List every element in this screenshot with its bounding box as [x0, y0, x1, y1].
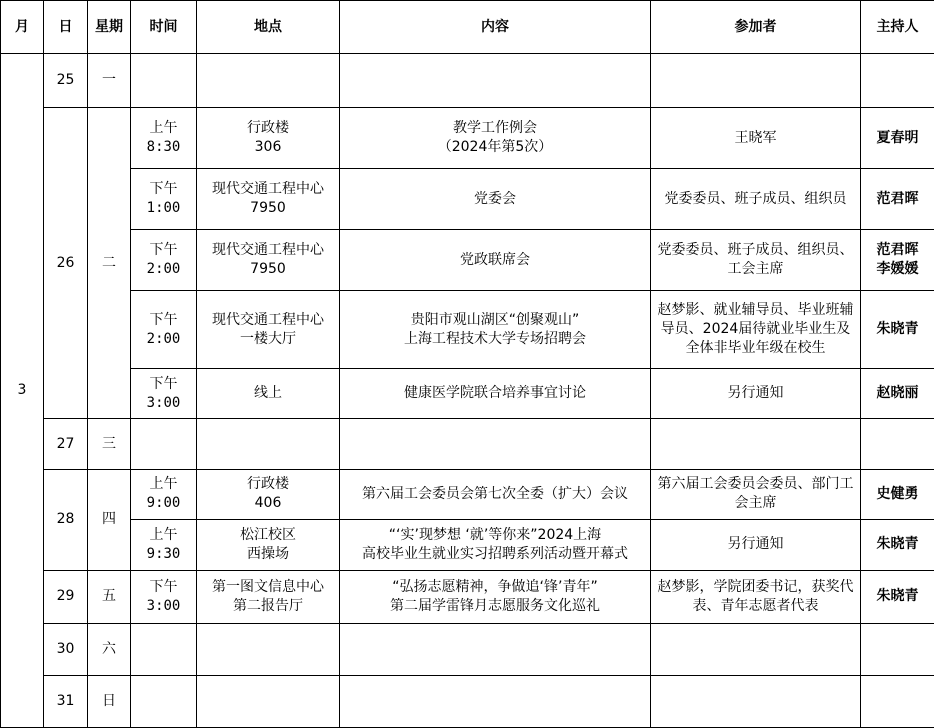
time-cell: 上午 9:00 [131, 469, 197, 519]
attendees-cell: 另行通知 [651, 369, 861, 419]
host-cell: 朱晓青 [861, 570, 934, 623]
host-cell: 赵晓丽 [861, 369, 934, 419]
host-cell: 范君晖 [861, 169, 934, 230]
host-cell: 朱晓青 [861, 519, 934, 570]
time-cell [131, 623, 197, 675]
day-cell: 25 [44, 54, 88, 108]
content-cell [340, 419, 651, 469]
day-cell: 28 [44, 469, 88, 570]
content-cell [340, 623, 651, 675]
content-cell: 健康医学院联合培养事宜讨论 [340, 369, 651, 419]
attendees-cell: 党委委员、班子成员、组织员、工会主席 [651, 230, 861, 291]
attendees-cell [651, 54, 861, 108]
attendees-cell [651, 623, 861, 675]
header-content: 内容 [340, 1, 651, 54]
content-cell: 党委会 [340, 169, 651, 230]
attendees-cell: 赵梦影，学院团委书记，获奖代表、青年志愿者代表 [651, 570, 861, 623]
content-cell [340, 54, 651, 108]
time-cell: 下午 2:00 [131, 291, 197, 369]
weekday-cell: 五 [88, 570, 131, 623]
table-row [1, 675, 934, 727]
table-row [1, 519, 934, 570]
day-cell: 29 [44, 570, 88, 623]
place-cell: 现代交通工程中心 7950 [197, 169, 340, 230]
time-cell [131, 675, 197, 727]
host-cell [861, 54, 934, 108]
table-row [1, 169, 934, 230]
content-cell: 贵阳市观山湖区“创聚观山” 上海工程技术大学专场招聘会 [340, 291, 651, 369]
header-place: 地点 [197, 1, 340, 54]
host-cell [861, 675, 934, 727]
place-cell: 现代交通工程中心 7950 [197, 230, 340, 291]
header-attendees: 参加者 [651, 1, 861, 54]
table-row [1, 419, 934, 469]
day-cell: 26 [44, 108, 88, 419]
host-cell: 史健勇 [861, 469, 934, 519]
table-row [1, 291, 934, 369]
time-cell: 下午 3:00 [131, 369, 197, 419]
table-row [1, 623, 934, 675]
attendees-cell: 另行通知 [651, 519, 861, 570]
attendees-cell: 赵梦影、就业辅导员、毕业班辅导员、2024届待就业毕业生及全体非毕业年级在校生 [651, 291, 861, 369]
table-row [1, 54, 934, 108]
host-cell [861, 419, 934, 469]
place-cell [197, 419, 340, 469]
weekday-cell: 日 [88, 675, 131, 727]
place-cell [197, 675, 340, 727]
content-cell: “‘实’现梦想 ‘就’等你来”2024上海 高校毕业生就业实习招聘系列活动暨开幕式 [340, 519, 651, 570]
attendees-cell: 党委委员、班子成员、组织员 [651, 169, 861, 230]
host-cell: 范君晖 李媛媛 [861, 230, 934, 291]
table-row [1, 570, 934, 623]
table-row [1, 230, 934, 291]
attendees-cell: 王晓军 [651, 108, 861, 169]
time-cell: 下午 3:00 [131, 570, 197, 623]
attendees-cell [651, 419, 861, 469]
time-cell: 下午 1:00 [131, 169, 197, 230]
host-cell [861, 623, 934, 675]
table-row [1, 369, 934, 419]
weekday-cell: 六 [88, 623, 131, 675]
header-day: 日 [44, 1, 88, 54]
content-cell: 第六届工会委员会第七次全委（扩大）会议 [340, 469, 651, 519]
time-cell: 下午 2:00 [131, 230, 197, 291]
month-cell: 3 [1, 54, 44, 728]
place-cell: 松江校区 西操场 [197, 519, 340, 570]
header-weekday: 星期 [88, 1, 131, 54]
weekday-cell: 三 [88, 419, 131, 469]
weekday-cell: 四 [88, 469, 131, 570]
time-cell: 上午 8:30 [131, 108, 197, 169]
attendees-cell: 第六届工会委员会委员、部门工会主席 [651, 469, 861, 519]
attendees-cell [651, 675, 861, 727]
content-cell: 教学工作例会 （2024年第5次） [340, 108, 651, 169]
time-cell: 上午 9:30 [131, 519, 197, 570]
place-cell: 第一图文信息中心 第二报告厅 [197, 570, 340, 623]
content-cell [340, 675, 651, 727]
place-cell: 现代交通工程中心 一楼大厅 [197, 291, 340, 369]
place-cell: 线上 [197, 369, 340, 419]
weekday-cell: 二 [88, 108, 131, 419]
day-cell: 27 [44, 419, 88, 469]
host-cell: 朱晓青 [861, 291, 934, 369]
content-cell: “弘扬志愿精神，争做追‘锋’青年” 第二届学雷锋月志愿服务文化巡礼 [340, 570, 651, 623]
header-host: 主持人 [861, 1, 934, 54]
day-cell: 31 [44, 675, 88, 727]
day-cell: 30 [44, 623, 88, 675]
place-cell [197, 623, 340, 675]
place-cell: 行政楼 306 [197, 108, 340, 169]
table-row [1, 108, 934, 169]
weekday-cell: 一 [88, 54, 131, 108]
table-row [1, 469, 934, 519]
time-cell [131, 419, 197, 469]
header-month: 月 [1, 1, 44, 54]
place-cell: 行政楼 406 [197, 469, 340, 519]
content-cell: 党政联席会 [340, 230, 651, 291]
place-cell [197, 54, 340, 108]
header-time: 时间 [131, 1, 197, 54]
host-cell: 夏春明 [861, 108, 934, 169]
header-row [1, 1, 934, 54]
time-cell [131, 54, 197, 108]
